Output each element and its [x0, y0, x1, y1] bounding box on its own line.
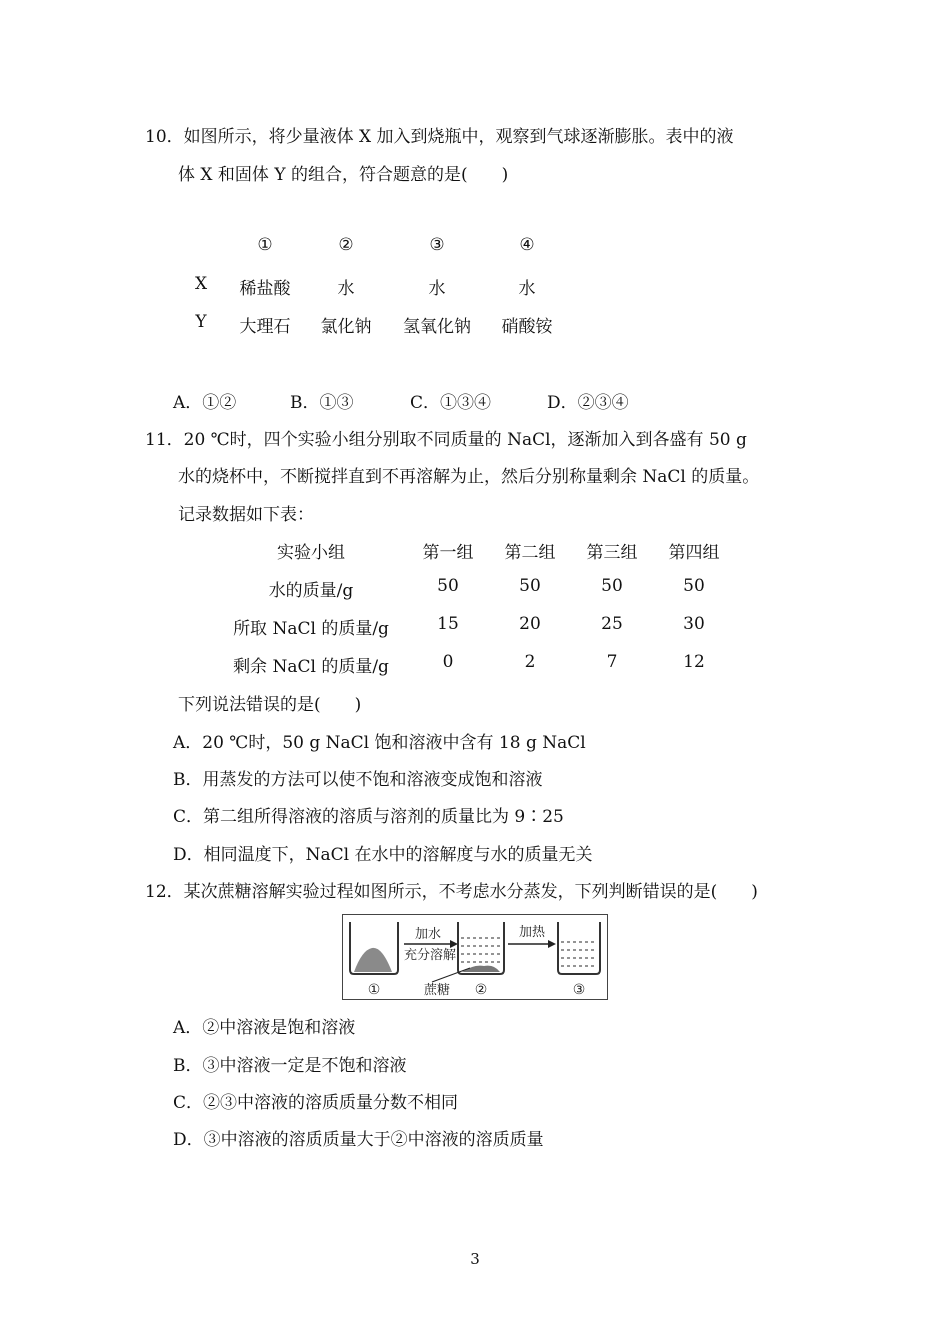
q10-header-2: ②: [338, 235, 354, 255]
q10-header-1: ①: [257, 235, 273, 255]
label-sugar: 蔗糖: [423, 983, 451, 998]
q11-cell: 0: [442, 652, 454, 672]
label-dissolve: 充分溶解: [403, 948, 457, 963]
label-heat: 加热: [518, 925, 546, 940]
beaker-label-1: ①: [367, 982, 381, 998]
q11-row-label: 水的质量/g: [268, 581, 354, 601]
q11-row-label: 所取 NaCl 的质量/g: [233, 619, 389, 639]
page-number: 3: [470, 1250, 480, 1268]
q11-header: 第二组: [504, 543, 556, 563]
q10-row-label-y: Y: [195, 312, 207, 332]
q11-prompt: 下列说法错误的是( ): [178, 695, 362, 715]
q11-option-b: B．用蒸发的方法可以使不饱和溶液变成饱和溶液: [173, 770, 543, 790]
q12-option-b: B．③中溶液一定是不饱和溶液: [173, 1056, 407, 1076]
q11-cell: 50: [601, 576, 623, 596]
q11-option-a: A．20 ℃时，50 g NaCl 饱和溶液中含有 18 g NaCl: [173, 733, 586, 753]
beaker-label-2: ②: [474, 982, 488, 998]
q10-option-c: C．①③④: [410, 393, 492, 413]
q11-header: 第四组: [668, 543, 720, 563]
q11-cell: 7: [606, 652, 618, 672]
q10-cell: 大理石: [239, 317, 291, 337]
q11-cell: 12: [683, 652, 705, 672]
q12-figure-svg: [342, 914, 608, 1000]
q11-row-label: 剩余 NaCl 的质量/g: [233, 657, 389, 677]
q12-option-a: A．②中溶液是饱和溶液: [173, 1018, 356, 1038]
q11-header-label: 实验小组: [277, 543, 345, 563]
q10-header-3: ③: [429, 235, 445, 255]
q11-cell: 20: [519, 614, 541, 634]
q11-header: 第一组: [422, 543, 474, 563]
q10-cell: 氢氧化钠: [403, 317, 471, 337]
q10-stem-line2: 体 X 和固体 Y 的组合，符合题意的是( ): [178, 165, 509, 185]
q12-figure: [342, 914, 608, 1000]
q10-cell: 氯化钠: [320, 317, 372, 337]
q11-cell: 2: [524, 652, 536, 672]
beaker-label-3: ③: [572, 982, 586, 998]
q10-cell: 水: [428, 279, 446, 299]
q10-option-b: B．①③: [290, 393, 354, 413]
q11-cell: 50: [519, 576, 541, 596]
q10-option-a: A．①②: [173, 393, 237, 413]
q11-cell: 50: [437, 576, 459, 596]
q11-cell: 30: [683, 614, 705, 634]
q11-option-c: C．第二组所得溶液的溶质与溶剂的质量比为 9∶25: [173, 807, 564, 827]
q11-stem-line3: 记录数据如下表：: [178, 505, 314, 525]
q12-stem-line1: 12．某次蔗糖溶解实验过程如图所示，不考虑水分蒸发，下列判断错误的是( ): [145, 882, 758, 902]
q10-stem-line1: 10．如图所示，将少量液体 X 加入到烧瓶中，观察到气球逐渐膨胀。表中的液: [145, 127, 734, 147]
q12-option-d: D．③中溶液的溶质质量大于②中溶液的溶质质量: [173, 1130, 544, 1150]
q10-cell: 水: [337, 279, 355, 299]
q11-cell: 15: [437, 614, 459, 634]
q11-option-d: D．相同温度下，NaCl 在水中的溶解度与水的质量无关: [173, 845, 593, 865]
q12-option-c: C．②③中溶液的溶质质量分数不相同: [173, 1093, 459, 1113]
q10-option-d: D．②③④: [547, 393, 629, 413]
q11-stem-line2: 水的烧杯中，不断搅拌直到不再溶解为止，然后分别称量剩余 NaCl 的质量。: [178, 467, 760, 487]
q11-cell: 25: [601, 614, 623, 634]
q11-header: 第三组: [586, 543, 638, 563]
q10-row-label-x: X: [194, 274, 208, 294]
q10-cell: 硝酸铵: [501, 317, 553, 337]
q10-cell: 稀盐酸: [239, 279, 291, 299]
q10-cell: 水: [518, 279, 536, 299]
q11-cell: 50: [683, 576, 705, 596]
q11-stem-line1: 11．20 ℃时，四个实验小组分别取不同质量的 NaCl，逐渐加入到各盛有 50 g: [145, 430, 747, 450]
label-add-water: 加水: [414, 927, 442, 942]
q10-header-4: ④: [519, 235, 535, 255]
